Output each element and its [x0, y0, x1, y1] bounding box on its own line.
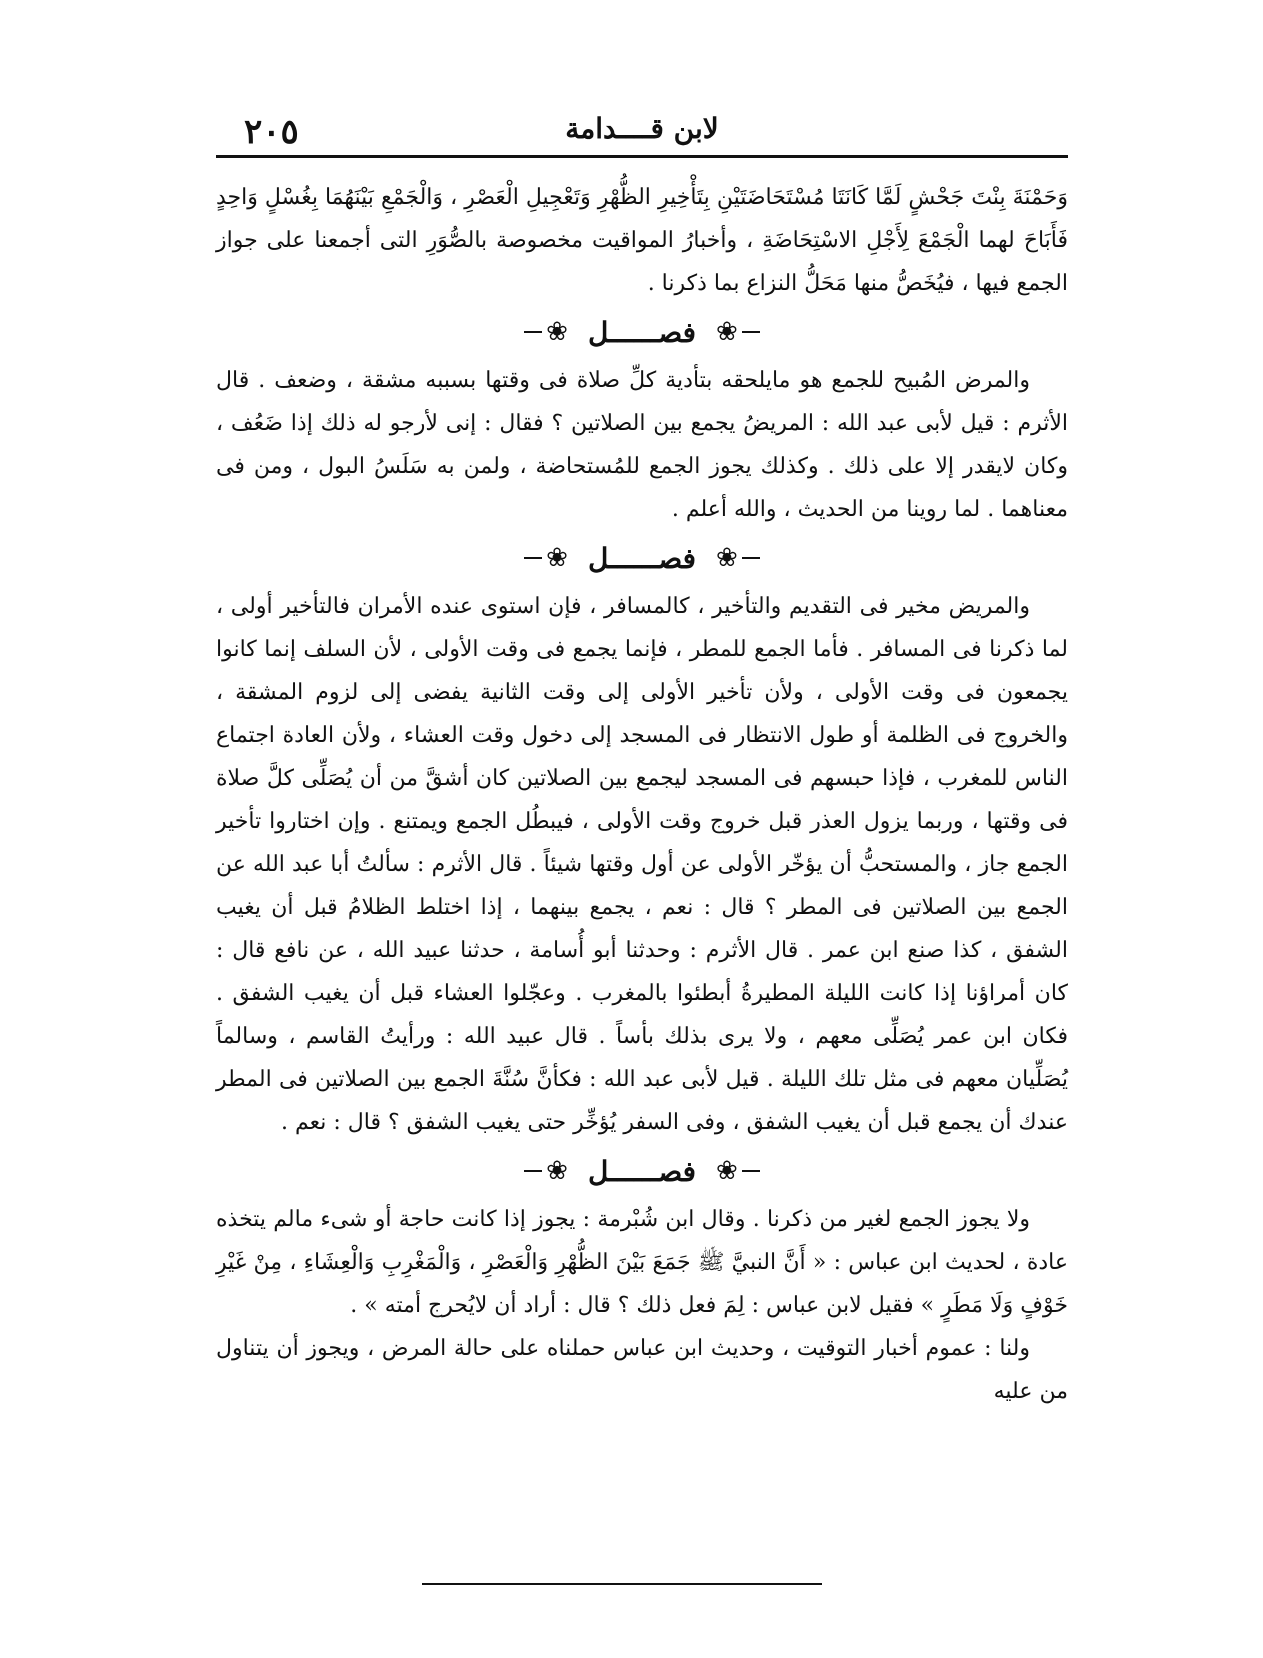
- section-divider: [216, 531, 1068, 585]
- ornament-right-icon: ❀: [716, 1158, 760, 1184]
- ornament-right-icon: ❀: [716, 545, 760, 571]
- running-title: لابن قــــدامة: [565, 112, 719, 145]
- page-body: [216, 176, 1068, 1413]
- section-heading: فصــــــل: [587, 1154, 697, 1188]
- paragraph-other-reasons: ولا يجوز الجمع لغير من ذكرنا . وقال ابن شُبْرمة : يجوز إذا كانت حاجة أو شىء مالم يتخذه عادة ، لحديث ابن عباس : « أَنَّ النبيَّ ﷺ جَمَعَ بَيْنَ الظُّهْرِ وَالْعَصْرِ ، وَالْمَغْرِبِ وَالْعِشَاءِ ، مِنْ غَيْرِ خَوْفٍ وَلَا مَطَرٍ » فقيل لابن عباس : لِمَ فعل ذلك ؟ قال : أراد أن لايُحرج أمته » .: [216, 1207, 1068, 1318]
- ornament-left-icon: ❀: [524, 545, 568, 571]
- section-heading: فصــــــل: [587, 315, 697, 349]
- paragraph-rain-combining: والمريض مخير فى التقديم والتأخير ، كالمسافر ، فإن استوى عنده الأمران فالتأخير أولى ، لما ذكرنا فى المسافر . فأما الجمع للمطر ، فإنما يجمع فى وقت الأولى ، لأن السلف إنما كانوا يجمعون فى وقت الأولى ، ولأن تأخير الأولى إلى وقت الثانية يفضى إلى لزوم المشقة ، والخروج فى الظلمة أو طول الانتظار فى المسجد إلى دخول وقت العشاء ، ولأن العادة اجتماع الناس للمغرب ، فإذا حبسهم فى المسجد ليجمع بين الصلاتين كان أشقَّ من أن يُصَلِّى كلَّ صلاة فى وقتها ، وربما يزول العذر قبل خروج وقت الأولى ، فيبطُل الجمع ويمتنع . وإن اختاروا تأخير الجمع جاز ، والمستحبُّ أن يؤخّر الأولى عن أول وقتها شيئاً . قال الأثرم : سألتُ أبا عبد الله عن الجمع بين الصلاتين فى المطر ؟ قال : نعم ، يجمع بينهما ، إذا اختلط الظلامُ قبل أن يغيب الشفق ، كذا صنع ابن عمر . قال الأثرم : وحدثنا أبو أُسامة ، حدثنا عبيد الله ، عن نافع قال : كان أمراؤنا إذا كانت الليلة المطيرةُ أبطئوا بالمغرب . وعجّلوا العشاء قبل أن يغيب الشفق . فكان ابن عمر يُصَلِّى معهم ، ولا يرى بذلك بأساً . قال عبيد الله : ورأيتُ القاسم ، وسالماً يُصَلِّيان معهم فى مثل تلك الليلة . قيل لأبى عبد الله : فكأنَّ سُنَّةَ الجمع بين الصلاتين فى المطر عندك أن يجمع قبل أن يغيب الشفق ، وفى السفر يُؤخِّر حتى يغيب الشفق ؟ قال : نعم .: [216, 594, 1068, 1135]
- ornament-left-icon: ❀: [524, 319, 568, 345]
- paragraph-response: ولنا : عموم أخبار التوقيت ، وحديث ابن عباس حملناه على حالة المرض ، ويجوز أن يتناول من عليه: [216, 1336, 1068, 1404]
- header-rule: [216, 155, 1068, 158]
- footer-rule: [422, 1583, 822, 1585]
- page-number: ٢٠٥: [244, 112, 299, 152]
- continuation-paragraph: وَحَمْنَةَ بِنْتَ جَحْشٍ لَمَّا كَانَتَا مُسْتَحَاضَتَيْنِ بِتَأْخِيرِ الظُّهْرِ وَتَعْجِيلِ الْعَصْرِ ، وَالْجَمْعِ بَيْنَهُمَا بِغُسْلٍ وَاحِدٍ فَأَبَاحَ لهما الْجَمْعَ لِأَجْلِ الاسْتِحَاضَةِ ، وأخبارُ المواقيت مخصوصة بالصُّوَرِ التى أجمعنا على جواز الجمع فيها ، فيُخَصُّ منها مَحَلُّ النزاع بما ذكرنا .: [216, 185, 1068, 296]
- section-heading: فصــــــل: [587, 541, 697, 575]
- section-divider: [216, 1144, 1068, 1198]
- ornament-left-icon: ❀: [524, 1158, 568, 1184]
- page-header: [216, 106, 1068, 158]
- paragraph-illness-permission: والمرض المُبيح للجمع هو مايلحقه بتأدية كلِّ صلاة فى وقتها بسببه مشقة ، وضعف . قال الأثرم : قيل لأبى عبد الله : المريضُ يجمع بين الصلاتين ؟ فقال : إنى لأرجو له ذلك إذا ضَعُف ، وكان لايقدر إلا على ذلك . وكذلك يجوز الجمع للمُستحاضة ، ولمن به سَلَسُ البول ، ومن فى معناهما . لما روينا من الحديث ، والله أعلم .: [216, 368, 1069, 522]
- ornament-right-icon: ❀: [716, 319, 760, 345]
- section-divider: [216, 305, 1068, 359]
